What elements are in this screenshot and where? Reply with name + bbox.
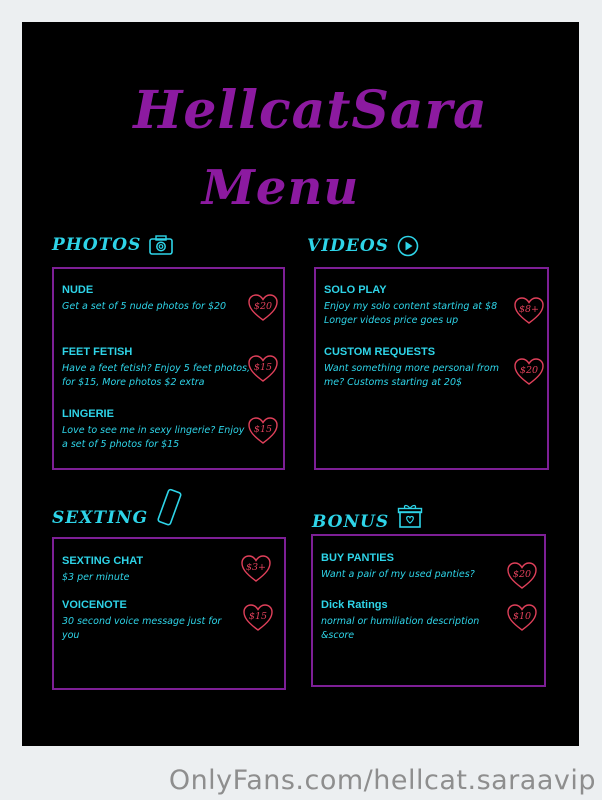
photos-heading [52,235,173,255]
item-description: $3 per minute [62,572,130,583]
photos-heading-label: PHOTOS [52,235,142,255]
item-description: normal or humiliation description &score [321,616,480,641]
item-description: Get a set of 5 nude photos for $20 [62,301,227,312]
item-title: SOLO PLAY [324,284,387,296]
photos-box [52,267,285,470]
gift-icon [397,503,423,529]
menu-poster [22,22,579,746]
price-badge: $15 [248,417,278,445]
price-badge: $20 [514,358,544,386]
item-title: SEXTING CHAT [62,555,144,567]
item-description: Have a feet fetish? Enjoy 5 feet photos, for $15, More photos $2 extra [62,363,250,388]
item-title: NUDE [62,284,94,296]
sexting-heading-label: SEXTING [52,508,149,528]
list-item [62,408,247,452]
bonus-heading [312,500,423,532]
item-description: Love to see me in sexy lingerie? Enjoy a set of 5 photos for $15 [62,425,245,450]
list-item [62,284,242,314]
price-badge: $3+ [241,555,271,583]
camera-icon [149,235,173,255]
item-title: BUY PANTIES [321,552,394,564]
videos-box [314,267,549,470]
item-title: Dick Ratings [321,599,388,611]
item-description: Enjoy my solo content starting at $8 Longer videos price goes up [324,301,498,326]
item-description: Want something more personal from me? Customs starting at 20$ [324,363,499,388]
list-item [324,284,509,328]
item-title: VOICENOTE [62,599,127,611]
list-item [321,552,496,582]
bonus-box [311,534,546,687]
price-badge: $15 [243,604,273,632]
price-badge: $20 [248,294,278,322]
list-item [62,555,237,585]
play-icon [397,235,419,257]
price-badge: $10 [507,604,537,632]
item-title: CUSTOM REQUESTS [324,346,436,358]
watermark-text: OnlyFans.com/hellcat.saraavip [168,765,596,796]
price-badge: $20 [507,562,537,590]
videos-heading-label: VIDEOS [307,236,389,256]
list-item [321,599,491,643]
price-badge: $8+ [514,297,544,325]
sexting-box [52,537,286,690]
page-title: HellcatSara [133,80,488,141]
phone-icon [156,488,182,528]
page-subtitle: Menu [201,160,360,216]
item-description: Want a pair of my used panties? [321,569,475,580]
list-item [62,599,222,643]
price-badge: $15 [248,355,278,383]
sexting-heading [52,488,182,528]
item-title: LINGERIE [62,408,114,420]
videos-heading [307,235,419,257]
bonus-heading-label: BONUS [312,512,390,532]
list-item [62,346,252,390]
list-item [324,346,509,390]
item-description: 30 second voice message just for you [62,616,222,641]
item-title: FEET FETISH [62,346,133,358]
